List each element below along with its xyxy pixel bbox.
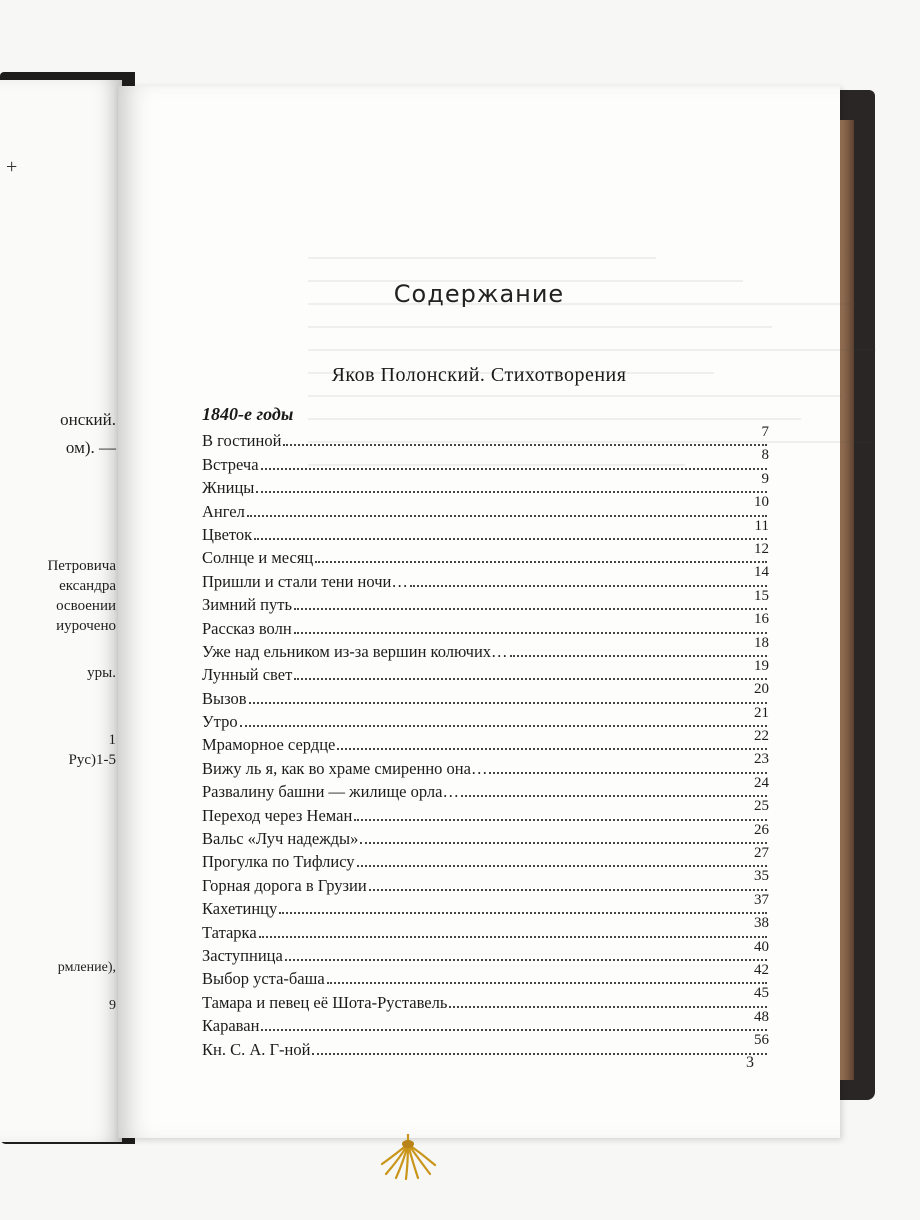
toc-leader-dots xyxy=(261,467,767,470)
toc-entry xyxy=(202,447,769,474)
toc-leader-dots xyxy=(410,584,767,587)
left-page-line: 1 xyxy=(108,732,116,748)
toc-entry-page: 56 xyxy=(754,1032,769,1049)
toc-leader-dots xyxy=(249,701,767,704)
toc-entry-title: Вальс «Луч надежды» xyxy=(202,829,359,849)
toc-entry xyxy=(202,517,769,545)
toc-entry-page: 45 xyxy=(754,985,769,1002)
toc-entry-page: 19 xyxy=(754,657,769,674)
toc-entry-page: 15 xyxy=(754,587,769,604)
toc-entry-page: 9 xyxy=(761,470,769,487)
toc-entry-page: 22 xyxy=(754,728,769,745)
toc-entry-title: Утро xyxy=(202,712,238,732)
toc-entry xyxy=(202,774,769,802)
toc-leader-dots xyxy=(285,958,767,961)
toc-leader-dots xyxy=(279,911,767,914)
toc-entry-page: 21 xyxy=(754,704,769,721)
toc-entry-title: Заступница xyxy=(202,945,283,965)
toc-entry xyxy=(202,751,769,778)
toc-entry-title: Цветок xyxy=(202,524,253,544)
toc-leader-dots xyxy=(240,724,767,727)
toc-leader-dots xyxy=(294,631,767,634)
toc-leader-dots xyxy=(315,560,767,563)
toc-entry-title: Переход через Неман xyxy=(202,805,353,825)
toc-entry xyxy=(202,704,769,732)
toc-entry-page: 23 xyxy=(754,751,769,768)
toc-entry xyxy=(202,868,769,895)
toc-entry xyxy=(202,634,769,662)
toc-entry-page: 48 xyxy=(754,1008,769,1025)
toc-entry-page: 20 xyxy=(754,681,769,698)
toc-entry-page: 24 xyxy=(754,774,769,791)
toc-entry-title: Кн. С. А. Г-ной xyxy=(202,1039,311,1059)
toc-entry xyxy=(202,728,769,755)
toc-entry-page: 27 xyxy=(754,845,769,862)
toc-entry-title: Выбор уста-баша xyxy=(202,969,325,989)
toc-leader-dots xyxy=(510,654,767,657)
toc-entry xyxy=(202,470,769,498)
toc-entry xyxy=(202,494,769,521)
toc-entry-page: 14 xyxy=(754,564,769,581)
section-title: Яков Полонский. Стихотворения xyxy=(331,364,627,386)
toc-leader-dots xyxy=(489,771,767,774)
toc-entry-title: Зимний путь xyxy=(202,595,292,615)
toc-entry-page: 16 xyxy=(754,611,769,628)
toc-entry-page: 40 xyxy=(754,938,769,955)
toc-entry-title: Тамара и певец её Шота-Руставель xyxy=(202,992,448,1012)
toc-entry-title: В гостиной xyxy=(202,431,282,451)
toc-leader-dots xyxy=(360,841,767,844)
toc-entry xyxy=(202,611,769,638)
page-heading: Содержание xyxy=(393,280,565,308)
left-page xyxy=(0,80,122,1142)
toc-entry xyxy=(202,587,769,615)
toc-entry xyxy=(202,681,769,708)
toc-leader-dots xyxy=(461,794,767,797)
toc-entry-page: 11 xyxy=(754,517,769,534)
toc-entry xyxy=(202,1032,769,1059)
toc-entry-page: 25 xyxy=(754,798,769,815)
toc-leader-dots xyxy=(247,514,767,517)
toc-entry-title: Пришли и стали тени ночи… xyxy=(202,571,408,591)
toc-leader-dots xyxy=(337,747,767,750)
toc-entry xyxy=(202,845,769,872)
left-page-line: онский. xyxy=(60,410,116,429)
toc-leader-dots xyxy=(294,607,767,610)
toc-entry-title: Прогулка по Тифлису xyxy=(202,852,355,872)
decade-heading: 1840-е годы xyxy=(202,404,294,424)
toc-leader-dots xyxy=(259,935,767,938)
toc-entry-page: 38 xyxy=(754,915,769,932)
toc-entry-title: Уже над ельником из-за вершин колючих… xyxy=(202,641,508,661)
toc-entry-page: 7 xyxy=(761,424,769,440)
toc-leader-dots xyxy=(327,981,767,984)
toc-entry-title: Мраморное сердце xyxy=(202,735,336,755)
left-page-mark: + xyxy=(6,156,18,178)
left-page-line: ександра xyxy=(59,578,116,594)
toc-leader-dots xyxy=(354,818,767,821)
toc-entry xyxy=(202,564,769,591)
toc-entry-page: 42 xyxy=(754,961,769,978)
toc-entry-title: Вижу ль я, как во храме смиренно она… xyxy=(202,758,488,778)
toc-entry xyxy=(202,821,769,849)
toc-entry xyxy=(202,938,769,966)
toc-entry-page: 8 xyxy=(761,447,769,464)
toc-leader-dots xyxy=(294,677,767,680)
toc-entry-page: 18 xyxy=(754,634,769,651)
toc-leader-dots xyxy=(283,443,767,446)
toc-entry xyxy=(202,540,769,568)
toc-entry-title: Горная дорога в Грузии xyxy=(202,875,367,895)
toc-leader-dots xyxy=(449,1005,767,1008)
toc-leader-dots xyxy=(254,537,767,540)
tassel-bookmark-icon xyxy=(378,1134,438,1180)
toc-entry-title: Встреча xyxy=(202,454,259,474)
left-page-line: иурочено xyxy=(56,618,116,634)
toc-entry-title: Развалину башни — жилище орла… xyxy=(202,782,459,802)
toc-entry xyxy=(202,657,769,685)
left-page-line: уры. xyxy=(87,665,116,681)
toc-leader-dots xyxy=(256,490,767,493)
toc-leader-dots xyxy=(261,1028,767,1031)
toc-entry-page: 10 xyxy=(754,494,769,511)
toc-entry-page: 37 xyxy=(754,891,769,908)
toc-entry xyxy=(202,891,769,919)
toc-entry-page: 12 xyxy=(754,540,769,557)
toc-entry-page: 26 xyxy=(754,821,769,838)
toc-entry-title: Караван xyxy=(202,1016,260,1036)
left-page-line: Рус)1-5 xyxy=(68,752,116,768)
toc-entry xyxy=(202,961,769,989)
toc-leader-dots xyxy=(369,888,767,891)
toc-entry-title: Татарка xyxy=(202,922,257,942)
left-page-line: ом). — xyxy=(65,438,116,457)
toc-leader-dots xyxy=(312,1052,767,1055)
left-page-line: освоении xyxy=(56,598,116,614)
table-of-contents xyxy=(202,424,769,1060)
toc-entry xyxy=(202,985,769,1012)
toc-entry-title: Кахетинцу xyxy=(202,899,278,919)
toc-leader-dots xyxy=(357,864,767,867)
left-page-line: Петровича xyxy=(47,558,116,574)
page-number: 3 xyxy=(746,1054,754,1071)
toc-entry-title: Солнце и месяц xyxy=(202,548,314,568)
left-page-line: 9 xyxy=(109,998,116,1013)
toc-entry-title: Рассказ волн xyxy=(202,618,292,638)
toc-entry-title: Ангел xyxy=(202,501,245,521)
toc-entry-page: 35 xyxy=(754,868,769,885)
toc-entry xyxy=(202,1008,769,1036)
left-page-line: рмление), xyxy=(57,960,116,975)
toc-entry-title: Жницы xyxy=(202,478,255,498)
toc-entry xyxy=(202,424,769,451)
toc-entry-title: Вызов xyxy=(202,688,247,708)
toc-entry-title: Лунный свет xyxy=(202,665,293,685)
toc-entry xyxy=(202,798,769,825)
toc-entry xyxy=(202,915,769,942)
